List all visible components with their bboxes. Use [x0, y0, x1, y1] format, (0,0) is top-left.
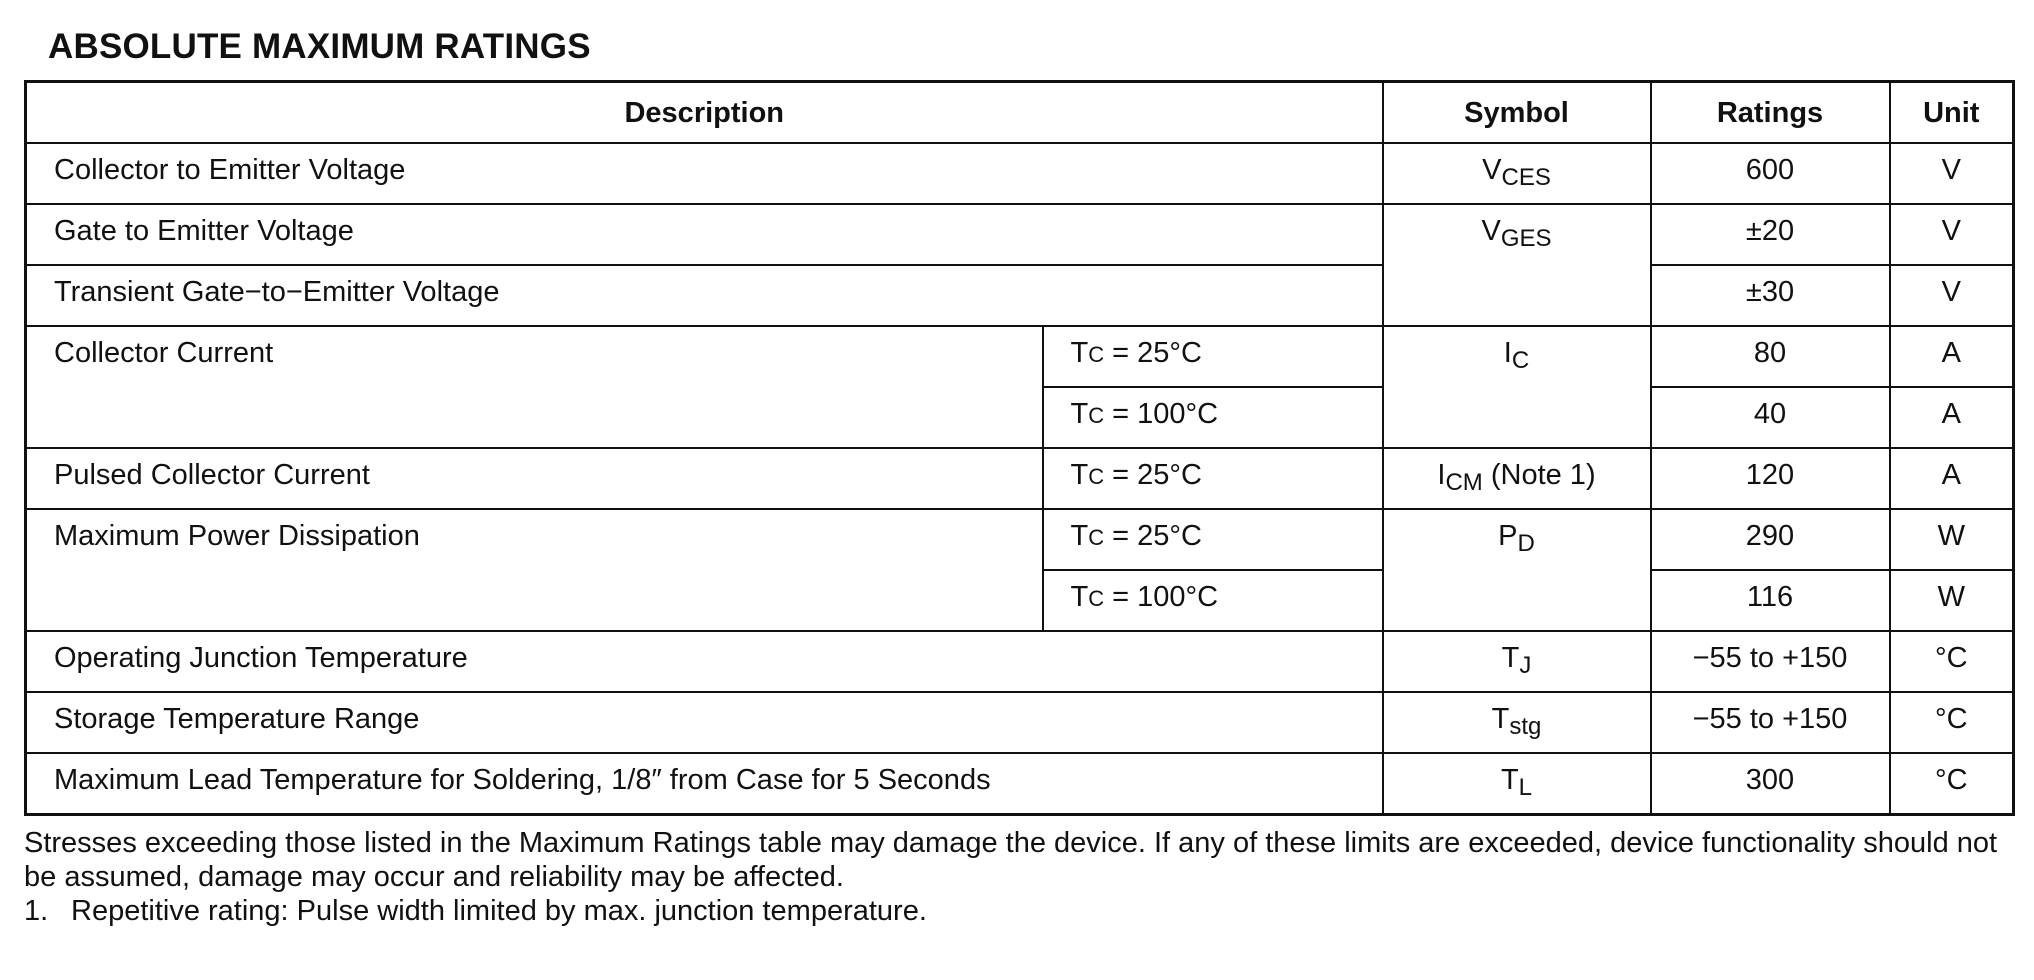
row-description: Maximum Lead Temperature for Soldering, 1/8″ from Case for 5 Seconds — [26, 753, 1383, 815]
row-rating: −55 to +150 — [1651, 631, 1890, 692]
page-title: ABSOLUTE MAXIMUM RATINGS — [48, 27, 591, 66]
table-row — [26, 204, 2014, 265]
row-unit: A — [1890, 387, 2014, 448]
row-symbol: $P_D$ — [1383, 509, 1651, 631]
ratings-table — [24, 80, 2015, 816]
row-condition: TC = 100°C — [1043, 570, 1383, 631]
row-unit: A — [1890, 448, 2014, 509]
table-row — [26, 265, 2014, 326]
notes-section — [24, 826, 2014, 928]
footnote — [24, 894, 2014, 928]
row-condition: TC = 25°C — [1043, 448, 1383, 509]
header-unit: Unit — [1890, 82, 2014, 144]
table-row — [26, 448, 2014, 509]
footnote-text: Repetitive rating: Pulse width limited by max. junction temperature. — [71, 895, 927, 927]
row-symbol: $V_{CES}$ — [1383, 143, 1651, 204]
row-condition: TC = 100°C — [1043, 387, 1383, 448]
row-rating: 80 — [1651, 326, 1890, 387]
row-symbol: $T_L$ — [1383, 753, 1651, 815]
row-rating: 116 — [1651, 570, 1890, 631]
row-symbol: $V_{GES}$ — [1383, 204, 1651, 326]
row-unit: V — [1890, 265, 2014, 326]
row-rating: 290 — [1651, 509, 1890, 570]
table-row — [26, 143, 2014, 204]
row-symbol: $I_{CM}$ (Note 1) — [1383, 448, 1651, 509]
row-unit: °C — [1890, 753, 2014, 815]
row-unit: V — [1890, 143, 2014, 204]
row-unit: W — [1890, 570, 2014, 631]
row-symbol: $T_{stg}$ — [1383, 692, 1651, 753]
table-row — [26, 326, 2014, 387]
table-row — [26, 509, 2014, 570]
row-unit: A — [1890, 326, 2014, 387]
row-rating: 600 — [1651, 143, 1890, 204]
row-rating: ±30 — [1651, 265, 1890, 326]
row-rating: ±20 — [1651, 204, 1890, 265]
row-description: Transient Gate−to−Emitter Voltage — [26, 265, 1383, 326]
row-description: Collector Current — [26, 326, 1043, 448]
row-rating: 120 — [1651, 448, 1890, 509]
row-unit: °C — [1890, 692, 2014, 753]
footnote-number: 1. — [24, 895, 49, 927]
row-condition: TC = 25°C — [1043, 326, 1383, 387]
row-description: Maximum Power Dissipation — [26, 509, 1043, 631]
table-row — [26, 753, 2014, 815]
table-header-row — [26, 82, 2014, 144]
stress-notice: Stresses exceeding those listed in the Maximum Ratings table may damage the device. If any of these limits are exceeded, device functionality should not be assumed, damage may occur and reliability may be affected. — [24, 827, 1998, 893]
row-condition: TC = 25°C — [1043, 509, 1383, 570]
row-symbol: $I_C$ — [1383, 326, 1651, 448]
row-rating: −55 to +150 — [1651, 692, 1890, 753]
row-rating: 300 — [1651, 753, 1890, 815]
header-symbol: Symbol — [1383, 82, 1651, 144]
table-row — [26, 631, 2014, 692]
row-description: Pulsed Collector Current — [26, 448, 1043, 509]
header-ratings: Ratings — [1651, 82, 1890, 144]
row-unit: W — [1890, 509, 2014, 570]
row-description: Storage Temperature Range — [26, 692, 1383, 753]
row-unit: °C — [1890, 631, 2014, 692]
header-description: Description — [26, 82, 1383, 144]
row-unit: V — [1890, 204, 2014, 265]
row-description: Operating Junction Temperature — [26, 631, 1383, 692]
row-description: Collector to Emitter Voltage — [26, 143, 1383, 204]
row-rating: 40 — [1651, 387, 1890, 448]
row-description: Gate to Emitter Voltage — [26, 204, 1383, 265]
row-symbol: $T_J$ — [1383, 631, 1651, 692]
table-row — [26, 692, 2014, 753]
